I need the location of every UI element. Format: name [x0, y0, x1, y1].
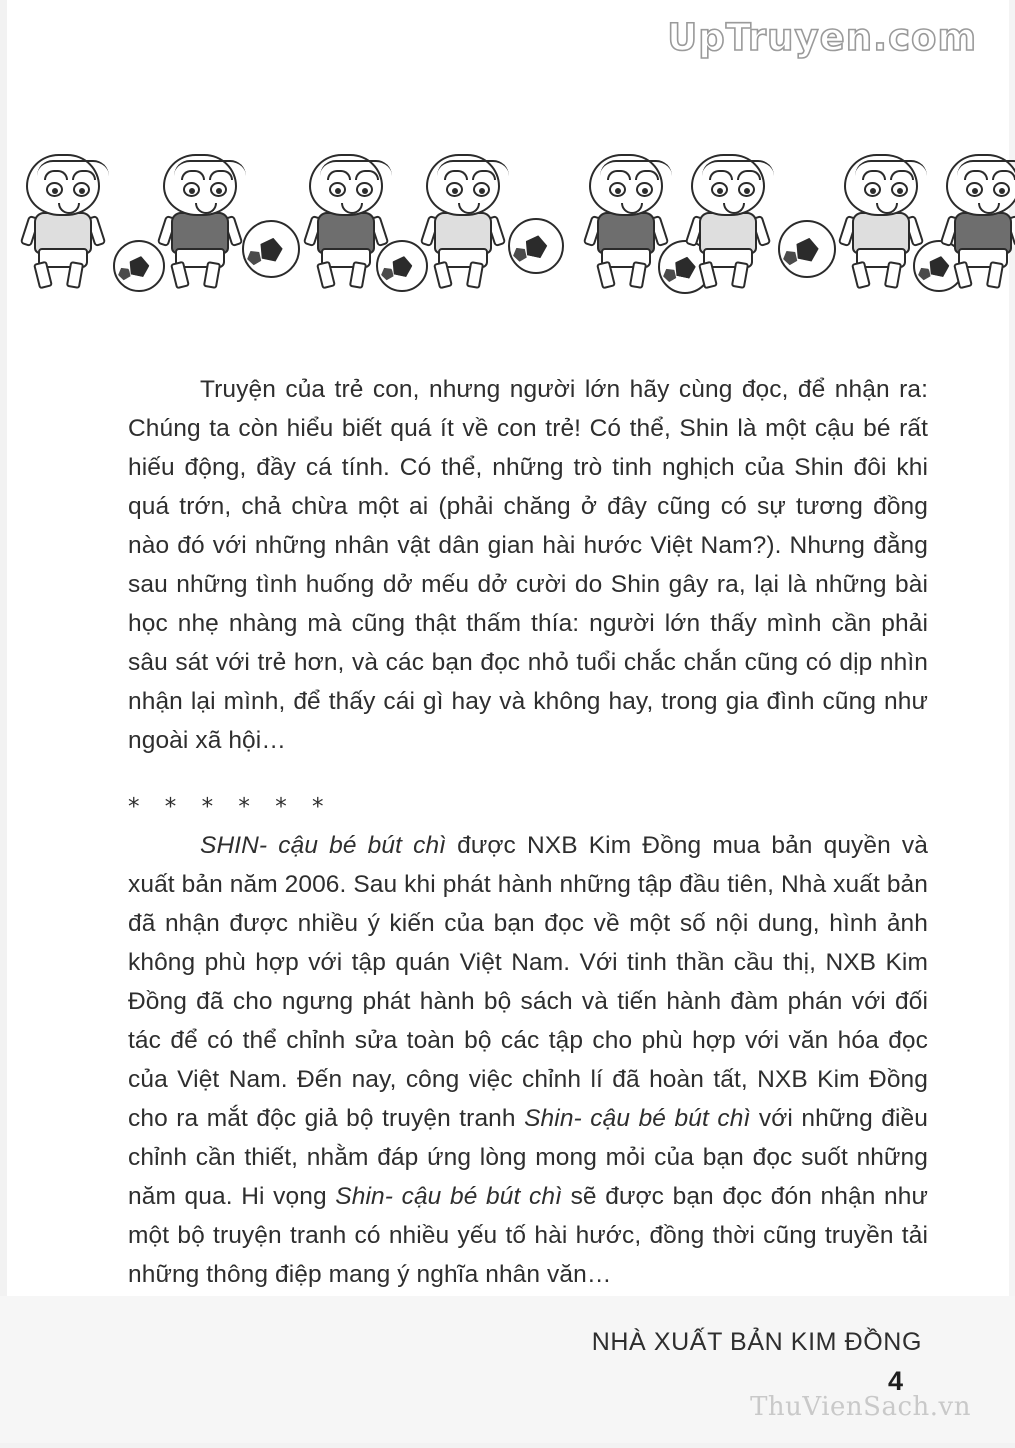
mouth: [876, 203, 898, 214]
eyebrow-right: [890, 170, 914, 180]
mouth: [58, 203, 80, 214]
pupil: [479, 188, 485, 194]
eye-right: [636, 182, 653, 197]
eyebrow-left: [181, 170, 205, 180]
mouth: [723, 203, 745, 214]
pupil: [189, 188, 195, 194]
eye-left: [446, 182, 463, 197]
leg-right: [66, 261, 84, 289]
eyebrow-right: [72, 170, 96, 180]
mouth: [458, 203, 480, 214]
eye-left: [609, 182, 626, 197]
leg-right: [731, 261, 749, 289]
pupil: [335, 188, 341, 194]
eyebrow-left: [862, 170, 886, 180]
eye-right: [73, 182, 90, 197]
scan-edge-bottom: [0, 1443, 1015, 1448]
page-number: 4: [888, 1366, 904, 1396]
eye-left: [864, 182, 881, 197]
head: [163, 154, 237, 216]
head: [946, 154, 1015, 216]
soccer-characters-strip: [18, 148, 998, 300]
leg-right: [203, 261, 221, 289]
eyebrow-left: [44, 170, 68, 180]
eyebrow-left: [327, 170, 351, 180]
eye-left: [966, 182, 983, 197]
pupil: [615, 188, 621, 194]
publisher-signature: NHÀ XUẤT BẢN KIM ĐỒNG: [591, 1328, 922, 1356]
head: [309, 154, 383, 216]
eye-right: [210, 182, 227, 197]
eyebrow-right: [992, 170, 1015, 180]
character-figure: [938, 148, 1015, 288]
soccer-ball-icon: [508, 218, 564, 274]
mouth: [195, 203, 217, 214]
eye-left: [329, 182, 346, 197]
pupil: [79, 188, 85, 194]
head: [426, 154, 500, 216]
eye-right: [993, 182, 1010, 197]
note-text-b: với những điều chỉnh cần thiết, nhằm đáp ứng lòng mong mỏi của bạn đọc suốt những năm qua. Hi vọng: [128, 1105, 929, 1210]
pupil: [362, 188, 368, 194]
eye-left: [46, 182, 63, 197]
eyebrow-left: [964, 170, 988, 180]
soccer-ball-icon: [778, 220, 836, 278]
eyebrow-right: [737, 170, 761, 180]
head: [26, 154, 100, 216]
book-title-1: SHIN- cậu bé bút chì: [200, 832, 447, 859]
leg-right: [466, 261, 484, 289]
eyebrow-left: [607, 170, 631, 180]
book-title-3: Shin- cậu bé bút chì: [335, 1183, 562, 1210]
pupil: [897, 188, 903, 194]
pupil: [216, 188, 222, 194]
eye-left: [183, 182, 200, 197]
eye-right: [738, 182, 755, 197]
eyebrow-right: [472, 170, 496, 180]
note-text-c: sẽ được bạn đọc đón nhận như một bộ truyện tranh có nhiều yếu tố hài hước, đồng thời cũng truyền tải những thông điệp mang ý nghĩa nhân văn…: [128, 1183, 928, 1288]
leg-right: [986, 261, 1004, 289]
soccer-ball-icon: [242, 220, 300, 278]
pupil: [744, 188, 750, 194]
eye-right: [356, 182, 373, 197]
mouth: [341, 203, 363, 214]
pupil: [870, 188, 876, 194]
eye-left: [711, 182, 728, 197]
note-text-a: được NXB Kim Đồng mua bản quyền và xuất bản năm 2006. Sau khi phát hành những tập đầu tiên, Nhà xuất bản đã nhận được nhiều ý kiến của bạn đọc về một số nội dung, hình ảnh không phù hợp với tập quán Việt Nam. Với tinh thần cầu thị, NXB Kim Đồng đã cho ngưng phát hành bộ sách và tiến hành đàm phán với đối tác để có thể chỉnh sửa toàn bộ các tập cho phù hợp với văn hóa đọc của Việt Nam. Đến nay, công việc chỉnh lí đã hoàn tất, NXB Kim Đồng cho ra mắt độc giả bộ truyện tranh: [128, 832, 928, 1132]
pupil: [972, 188, 978, 194]
page-content: [128, 370, 928, 1357]
head: [691, 154, 765, 216]
pupil: [999, 188, 1005, 194]
pupil: [52, 188, 58, 194]
eye-right: [891, 182, 908, 197]
pupil: [452, 188, 458, 194]
paragraph-intro: Truyện của trẻ con, nhưng người lớn hãy cùng đọc, để nhận ra: Chúng ta còn hiểu biết quá ít về con trẻ! Có thể, Shin là một cậu bé rất hiếu động, đầy cá tính. Có thể, những trò tinh nghịch của Shin đôi khi quá trớn, chả chừa một ai (phải chăng ở đây cũng có sự tương đồng nào đó với những nhân vật dân gian hài hước Việt Nam?). Nhưng đằng sau những tình huống dở mếu dở cười do Shin gây ra, lại là những bài học nhẹ nhàng mà cũng thật thấm thía: người lớn thấy mình cần phải sâu sát với trẻ hơn, và các bạn đọc nhỏ tuổi chắc chắn cũng có dịp nhìn nhận lại mình, để thấy cái gì hay và không hay, trong gia đình cũng như ngoài xã hội…: [128, 376, 928, 754]
leg-right: [629, 261, 647, 289]
eyebrow-right: [355, 170, 379, 180]
mouth: [978, 203, 1000, 214]
head: [589, 154, 663, 216]
eye-right: [473, 182, 490, 197]
book-title-2: Shin- cậu bé bút chì: [524, 1105, 751, 1132]
section-divider: * * * * * *: [128, 794, 333, 820]
eyebrow-left: [444, 170, 468, 180]
eyebrow-right: [635, 170, 659, 180]
eyebrow-left: [709, 170, 733, 180]
site-watermark-top: UpTruyen.com: [667, 16, 977, 59]
mouth: [621, 203, 643, 214]
scan-edge-left: [0, 0, 7, 1448]
leg-right: [884, 261, 902, 289]
paragraph-publisher-note: [128, 826, 928, 1294]
site-watermark-bottom: ThuVienSach.vn: [750, 1392, 971, 1422]
leg-right: [349, 261, 367, 289]
head: [844, 154, 918, 216]
pupil: [717, 188, 723, 194]
pupil: [642, 188, 648, 194]
eyebrow-right: [209, 170, 233, 180]
